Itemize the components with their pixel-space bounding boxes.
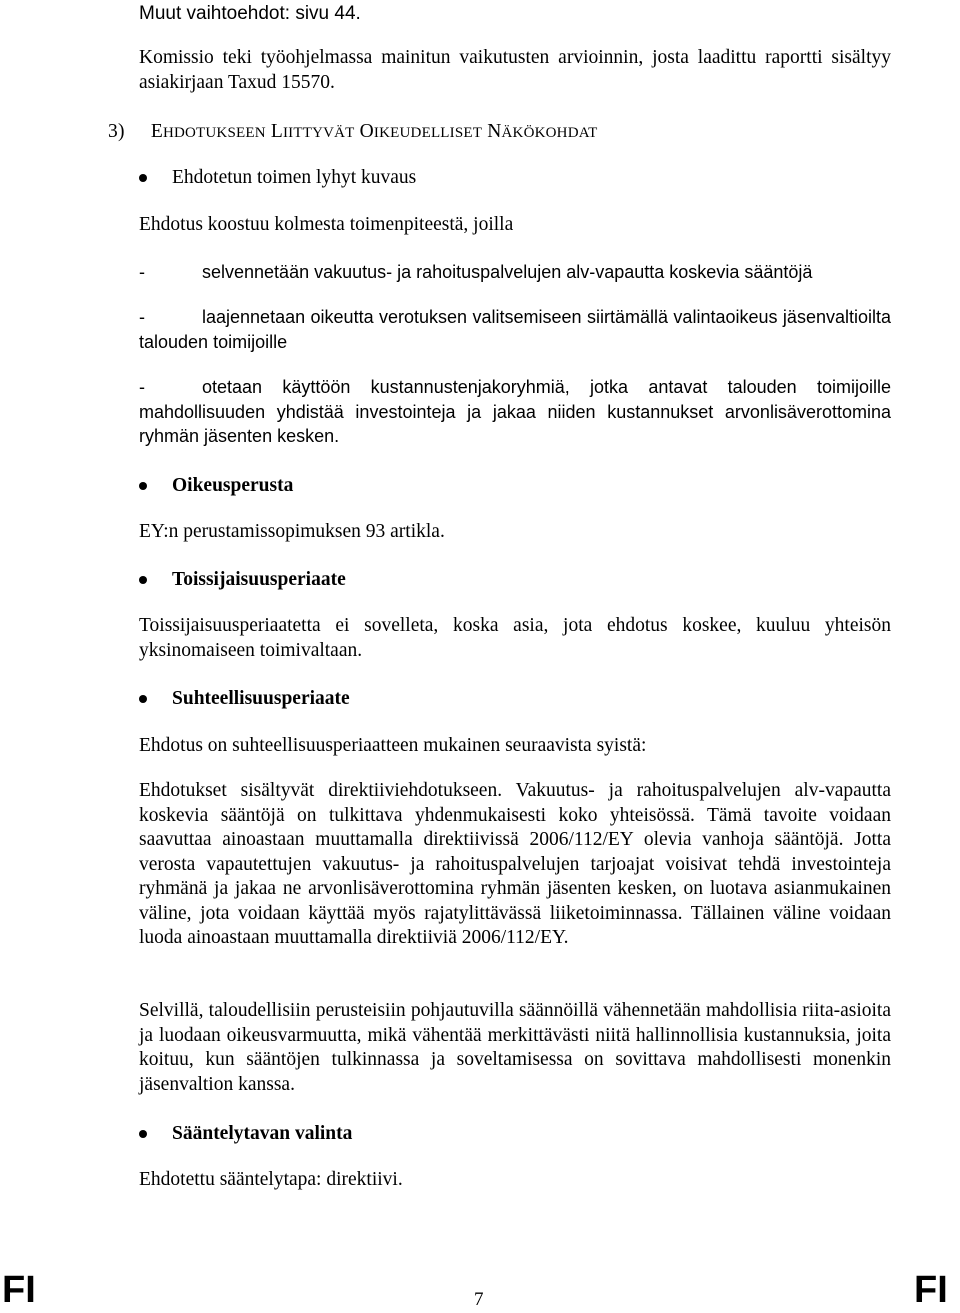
heading-word-3: OIKEUDELLISET: [359, 121, 483, 142]
legal-basis-text: EY:n perustamissopimuksen 93 artikla.: [139, 521, 445, 542]
dash-marker: -: [139, 307, 145, 327]
bullet-icon: [139, 695, 147, 703]
proportionality-paragraph-2: Selvillä, taloudellisiin perusteisiin pohjautuvilla säännöillä vähennetään mahdollisia riita-asioita ja luodaan oikeusvarmuutta, mikä vähentää merkittävästi niitä hallinnollisia kustannuksia, joita koituu, kun sääntöjen tulkinnassa ja soveltamisessa on sovittava mahdollisesti monenkin jäsenvaltion kanssa.: [139, 1000, 891, 1095]
proportionality-intro: Ehdotus on suhteellisuusperiaatteen mukainen seuraavista syistä:: [139, 735, 647, 756]
summary-item: [139, 260, 891, 285]
instrument-heading: Sääntelytavan valinta: [139, 1122, 352, 1146]
summary-item-text: otetaan käyttöön kustannustenjakoryhmiä, jotka antavat talouden toimijoille mahdollisuuden yhdistää investointeja ja jakaa niiden kustannukset arvonlisäverottomina ryhmän jäsenten kesken.: [139, 377, 891, 446]
commission-paragraph: Komissio teki työohjelmassa mainitun vaikutusten arvioinnin, josta laadittu raportti sisältyy asiakirjaan Taxud 15570.: [139, 47, 891, 93]
proportionality-heading: Suhteellisuusperiaate: [139, 687, 350, 711]
subsidiarity-text: Toissijaisuusperiaatetta ei sovelleta, koska asia, jota ehdotus koskee, kuuluu yhteisön yksinomaiseen toimivaltaan.: [139, 615, 891, 661]
footer-language-left: FI: [2, 1269, 36, 1311]
alternatives-reference: Muut vaihtoehdot: sivu 44.: [139, 3, 361, 24]
dash-marker: -: [139, 377, 145, 397]
summary-item-text: laajennetaan oikeutta verotuksen valitsemiseen siirtämällä valintaoikeus jäsenvaltioilta talouden toimijoille: [139, 307, 891, 352]
page-number: 7: [474, 1289, 484, 1310]
heading-word-2: LIITTYVÄT: [270, 121, 355, 142]
proportionality-paragraph-1: Ehdotukset sisältyvät direktiiviehdotukseen. Vakuutus- ja rahoituspalvelujen alv-vapautta koskevia sääntöjä on tulkittava yhdenmukaisesti koko yhteisössä. Tämä tavoite voidaan saavuttaa ainoastaan muuttamalla direktiivissä 2006/112/EY olevia vanhoja sääntöjä. Jotta verosta vapautettujen vakuutus- ja rahoituspalvelujen tarjoajat voisivat tehdä investointeja ryhmänä ja jakaa ne arvonlisäverottomina ryhmän jäsenten kesken, on luotava asianmukainen väline, jota voidaan käyttää myös rajatylittävässä liiketoiminnassa. Tällainen väline voidaan luoda ainoastaan muuttamalla direktiiviä 2006/112/EY.: [139, 780, 891, 948]
section-number: 3): [108, 121, 125, 142]
subsidiarity-heading: Toissijaisuusperiaate: [139, 568, 346, 592]
legal-basis-heading: Oikeusperusta: [139, 474, 293, 498]
summary-item: [139, 305, 891, 354]
heading-word-4: NÄKÖKOHDAT: [487, 121, 598, 142]
bullet-icon: [139, 482, 147, 490]
heading-word-1: EHDOTUKSEEN: [150, 121, 266, 142]
summary-intro: Ehdotus koostuu kolmesta toimenpiteestä, joilla: [139, 214, 514, 235]
dash-marker: -: [139, 262, 145, 282]
summary-item: [139, 375, 891, 449]
summary-heading: Ehdotetun toimen lyhyt kuvaus: [139, 166, 416, 190]
summary-item-text: selvennetään vakuutus- ja rahoituspalvelujen alv-vapautta koskevia sääntöjä: [202, 262, 813, 282]
section-heading: [108, 120, 597, 146]
bullet-icon: [139, 174, 147, 182]
footer-language-right: FI: [914, 1269, 948, 1311]
bullet-icon: [139, 576, 147, 584]
bullet-icon: [139, 1130, 147, 1138]
instrument-text: Ehdotettu sääntelytapa: direktiivi.: [139, 1169, 403, 1190]
